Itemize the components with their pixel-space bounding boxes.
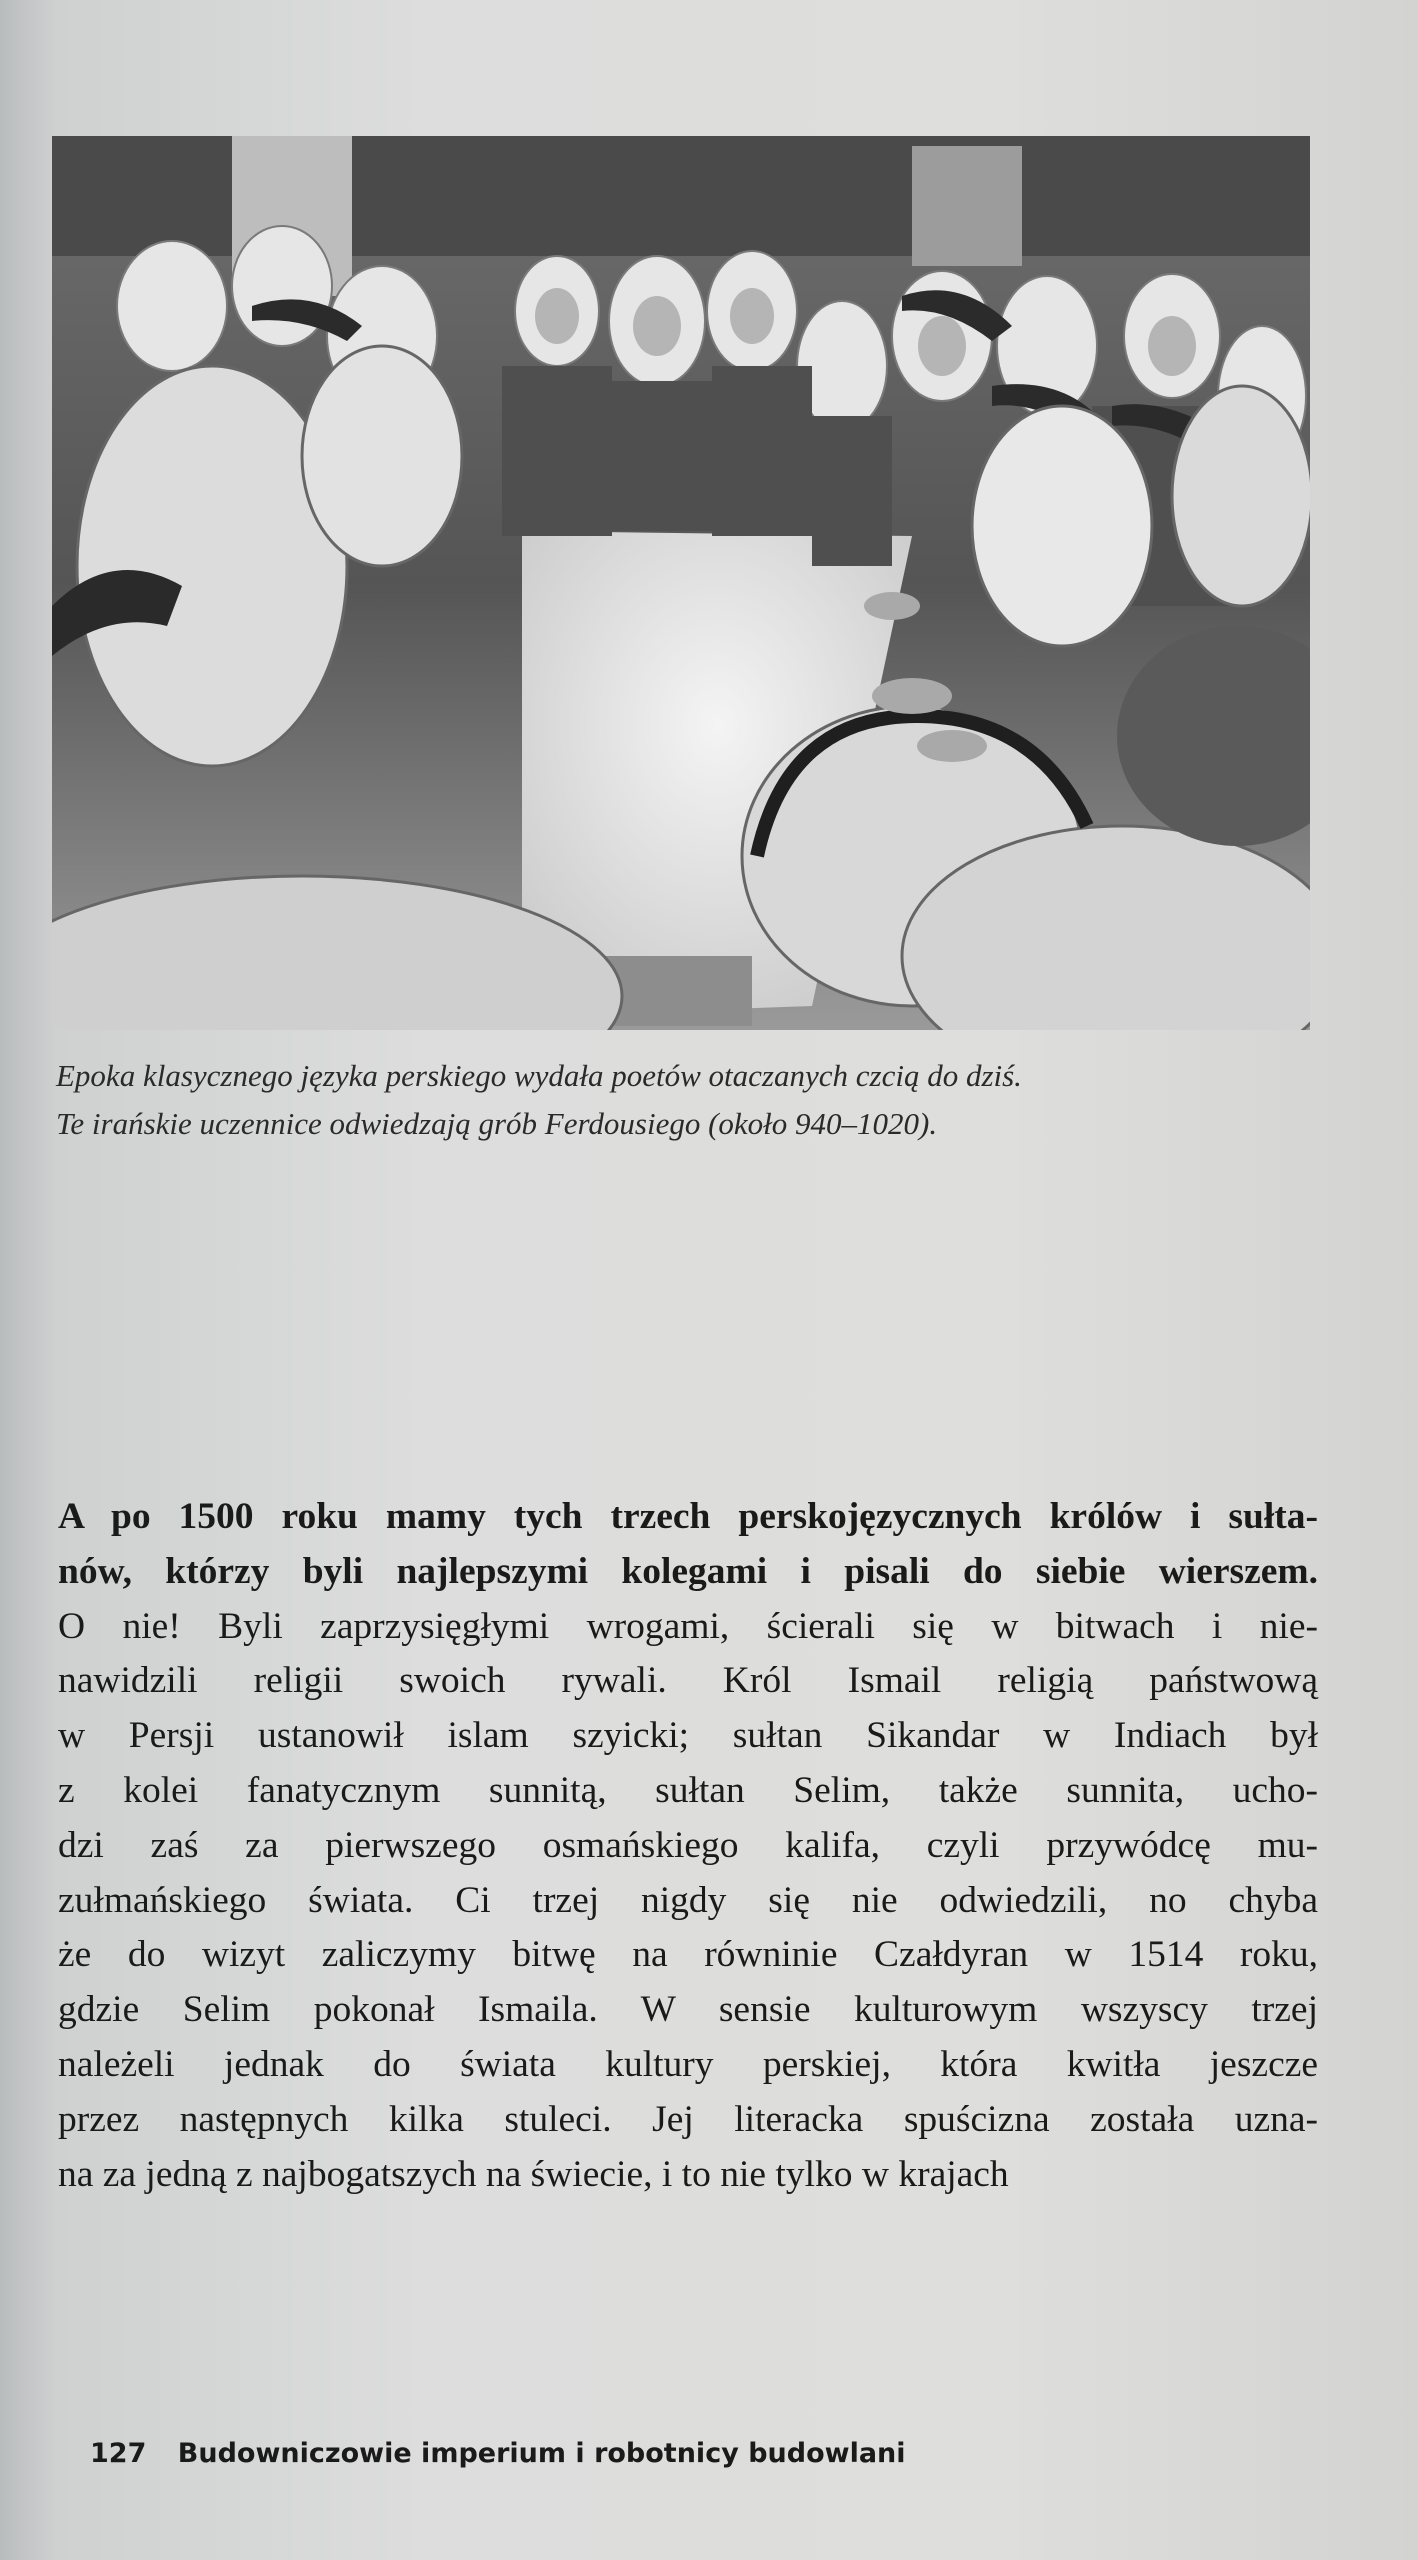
body-line: nawidzili religii swoich rywali. Król Ismail religią państwową [58,1660,1318,1702]
body-line: przez następnych kilka stuleci. Jej literacka spuścizna została uzna- [58,2098,1318,2140]
body-line: dzi zaś za pierwszego osmańskiego kalifa, czyli przywódcę mu- [58,1824,1318,1866]
body-line: A po 1500 roku mamy tych trzech perskojęzycznych królów i sułta- [58,1496,1318,1537]
body-line: w Persji ustanowił islam szyicki; sułtan Sikandar w Indiach był [58,1715,1318,1757]
body-line: gdzie Selim pokonał Ismaila. W sensie kulturowym wszyscy trzej [58,1989,1318,2031]
page-footer [90,2438,906,2469]
photo-icon [52,136,1310,1030]
photo-caption [56,1052,1336,1148]
photo-schoolgirls-at-tomb [52,136,1310,1030]
chapter-title: Budowniczowie imperium i robotnicy budowlani [177,2438,906,2469]
body-line: zułmańskiego świata. Ci trzej nigdy się nie odwiedzili, no chyba [58,1879,1318,1921]
body-line: należeli jednak do świata kultury perskiej, która kwitła jeszcze [58,2043,1318,2085]
body-line: nów, którzy byli najlepszymi kolegami i pisali do siebie wierszem. [58,1550,1318,1592]
body-paragraph [58,1490,1318,2202]
body-line: na za jedną z najbogatszych na świecie, i to nie tylko w krajach [58,2153,1009,2195]
body-line: z kolei fanatycznym sunnitą, sułtan Selim, także sunnita, ucho- [58,1769,1318,1811]
body-line: że do wizyt zaliczymy bitwę na równinie Czałdyran w 1514 roku, [58,1934,1318,1976]
page-number: 127 [90,2438,147,2469]
caption-line: Te irańskie uczennice odwiedzają grób Ferdousiego (około 940–1020). [56,1106,938,1141]
body-line: O nie! Byli zaprzysięgłymi wrogami, ścierali się w bitwach i nie- [58,1605,1318,1647]
caption-line: Epoka klasycznego języka perskiego wydała poetów otaczanych czcią do dziś. [56,1058,1022,1093]
